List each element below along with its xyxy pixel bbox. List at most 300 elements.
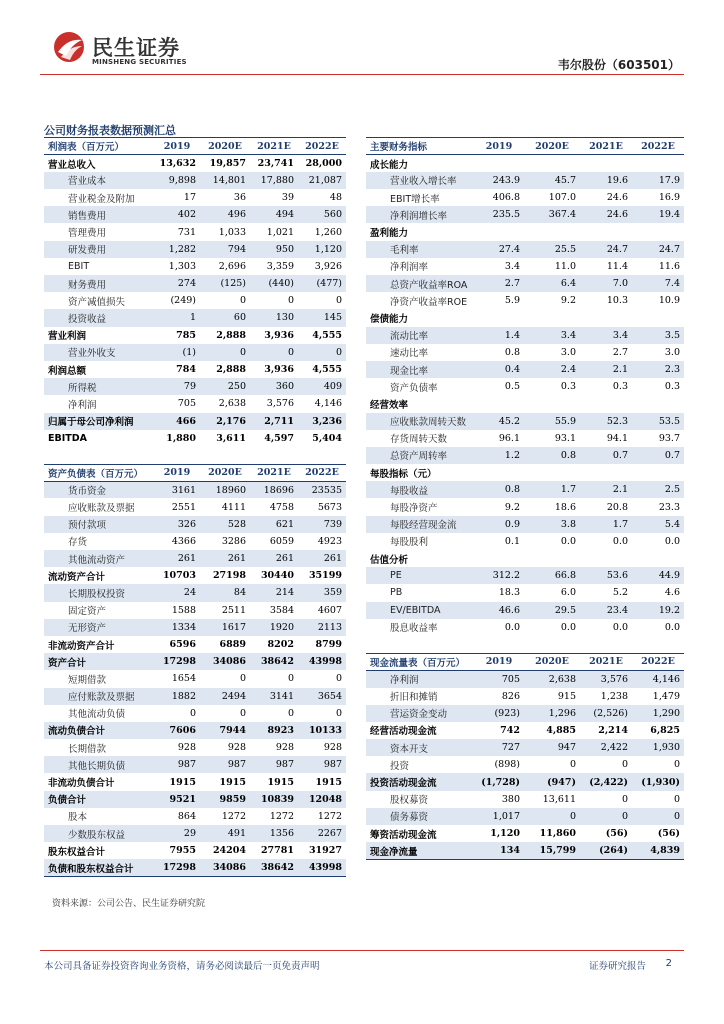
table-cell: 38642	[250, 859, 298, 876]
table-cell: 7606	[154, 722, 200, 739]
table-cell: 6596	[169, 639, 196, 651]
table-cell: 27198	[212, 570, 246, 582]
table-cell: 4,839	[632, 842, 684, 859]
table-cell: 21,087	[298, 172, 346, 189]
table-row	[44, 636, 346, 653]
table-cell: 0.3	[664, 381, 680, 393]
table-row	[44, 344, 346, 361]
header-divider	[40, 74, 684, 75]
table-row	[366, 756, 684, 773]
row-label: 预付款项	[44, 516, 154, 533]
table-cell: 0	[580, 808, 632, 825]
row-label: 每股净资产	[390, 503, 438, 515]
table-cell: 4923	[317, 535, 342, 547]
table-cell: 2021E	[580, 653, 632, 670]
table-cell: 34086	[200, 859, 250, 876]
table-row	[366, 825, 684, 842]
row-label: 投资	[390, 760, 410, 772]
table-cell: 1882	[154, 688, 200, 705]
table-cell: 742	[500, 724, 520, 736]
table-cell: 1,021	[266, 226, 294, 238]
table-cell: 274	[154, 275, 200, 292]
table-cell: 4607	[317, 604, 342, 616]
table-cell: 1,260	[314, 226, 342, 238]
table-row	[366, 550, 684, 567]
table-cell: 1915	[315, 776, 342, 788]
table-cell: (56)	[657, 828, 680, 840]
table-cell: 1,930	[632, 739, 684, 756]
table-cell: 84	[200, 584, 250, 601]
table-cell: 53.6	[580, 567, 632, 584]
table-cell	[632, 550, 684, 567]
table-row	[366, 172, 684, 189]
table-cell: (1,930)	[632, 773, 684, 790]
table-cell: 235.5	[474, 206, 524, 223]
table-cell: 2,638	[218, 398, 246, 410]
table-cell: 1915	[267, 776, 294, 788]
table-cell: 36	[233, 192, 246, 204]
table-cell: 46.6	[474, 602, 524, 619]
row-label: 流动比率	[366, 327, 474, 344]
logo-mark-icon	[52, 30, 86, 64]
table-row	[366, 413, 684, 430]
table-cell: (2,526)	[580, 705, 632, 722]
table-cell: 24.6	[606, 192, 628, 204]
table-cell: 17,880	[250, 172, 298, 189]
table-cell: 2019	[474, 653, 524, 670]
table-cell: 3.4	[504, 260, 520, 272]
source-note: 资料来源：公司公告、民生证券研究院	[52, 899, 206, 909]
table-cell: 409	[298, 378, 346, 395]
table-cell: 2267	[298, 825, 346, 842]
table-row	[366, 688, 684, 705]
row-label: 所得税	[44, 378, 154, 395]
table-row	[366, 430, 684, 447]
table-cell: (1)	[154, 344, 200, 361]
table-cell	[632, 155, 684, 172]
table-cell: 48	[329, 192, 342, 204]
table-row	[44, 722, 346, 739]
table-cell: 31927	[308, 845, 342, 857]
table-cell: 3,936	[264, 329, 294, 341]
table-cell: 1588	[171, 604, 196, 616]
row-label: 速动比率	[390, 348, 429, 360]
table-cell: 2019	[474, 138, 524, 155]
row-label: 毛利率	[366, 241, 474, 258]
table-cell: 496	[200, 206, 250, 223]
table-cell: 8202	[267, 639, 294, 651]
table-cell: 1,238	[600, 690, 628, 702]
table-cell: 29.5	[524, 602, 580, 619]
disclaimer-link[interactable]: 本公司具备证券投资咨询业务资格，请务必阅读最后一页免责声明	[44, 961, 320, 972]
logo-english-name: MINSHENG SECURITIES	[92, 58, 187, 66]
table-cell: 107.0	[548, 192, 576, 204]
row-label: 其他流动资产	[44, 550, 154, 567]
table-row	[366, 619, 684, 636]
table-cell: 9.2	[504, 501, 520, 513]
table-cell: 24.6	[580, 206, 632, 223]
row-label: 投资收益	[44, 309, 154, 326]
table-cell: 0	[287, 295, 294, 307]
table-cell: 55.9	[524, 413, 580, 430]
table-cell: 10.9	[658, 295, 680, 307]
table-cell	[524, 155, 580, 172]
table-cell: 2022E	[298, 138, 346, 155]
row-label: 股权募资	[390, 795, 429, 807]
ratio-cashflow-table	[366, 137, 684, 860]
table-cell: 23.4	[580, 602, 632, 619]
table-cell: 491	[200, 825, 250, 842]
table-cell: 0	[621, 793, 628, 805]
table-row	[44, 258, 346, 275]
row-label: 应收账款周转天数	[366, 413, 474, 430]
table-cell: 0.7	[580, 447, 632, 464]
company-title: 韦尔股份（603501）	[557, 58, 680, 72]
table-cell: 0.0	[560, 621, 576, 633]
table-cell: 1,120	[298, 241, 346, 258]
table-cell: 326	[154, 516, 200, 533]
table-cell: 11.4	[606, 260, 628, 272]
table-cell: 43998	[298, 653, 346, 670]
row-label: 营业成本	[44, 172, 154, 189]
table-cell: 4,597	[264, 432, 294, 444]
table-cell: 4111	[221, 501, 246, 513]
table-cell: 2,696	[218, 260, 246, 272]
table-row	[44, 241, 346, 258]
table-cell: 1,880	[166, 432, 196, 444]
table-row	[366, 808, 684, 825]
table-cell: 8923	[250, 722, 298, 739]
table-cell: 17	[183, 192, 196, 204]
table-cell: 2511	[221, 604, 246, 616]
table-cell: 45.7	[524, 172, 580, 189]
table-cell: 0	[239, 673, 246, 685]
table-row	[44, 430, 346, 447]
table-cell: (947)	[524, 773, 580, 790]
table-cell: 214	[250, 584, 298, 601]
row-label: 资产负债率	[390, 382, 438, 394]
table-row	[44, 378, 346, 395]
table-cell: 19.2	[632, 602, 684, 619]
table-row	[44, 808, 346, 825]
table-cell: 785	[176, 329, 196, 341]
row-label: 存货	[68, 537, 88, 549]
table-cell: 10703	[162, 570, 196, 582]
table-cell: 18.3	[498, 587, 520, 599]
table-cell: 96.1	[498, 432, 520, 444]
table-cell: 1,296	[524, 705, 580, 722]
table-row	[366, 258, 684, 275]
table-cell: 1272	[269, 810, 294, 822]
table-cell: 1617	[200, 619, 250, 636]
table-row	[366, 533, 684, 550]
table-cell: 2020E	[200, 138, 250, 155]
page-header	[0, 0, 724, 80]
row-label: 营业税金及附加	[68, 193, 135, 205]
table-row	[366, 602, 684, 619]
income-balance-table	[44, 137, 346, 877]
table-cell: 0.3	[612, 381, 628, 393]
table-cell: 27781	[260, 845, 294, 857]
table-cell: 10839	[250, 791, 298, 808]
row-label: 营业总收入	[48, 159, 96, 171]
table-cell: 7.4	[632, 275, 684, 292]
table-cell	[632, 395, 684, 412]
table-cell: (56)	[605, 828, 628, 840]
table-cell: 3286	[221, 535, 246, 547]
table-cell: 23,741	[257, 158, 294, 170]
table-cell: 13,632	[159, 158, 196, 170]
row-label: 其他长期负债	[44, 756, 154, 773]
table-cell: 826	[501, 690, 520, 702]
table-row	[44, 189, 346, 206]
table-cell: 2022E	[298, 464, 346, 481]
table-cell: 864	[177, 810, 196, 822]
table-cell: 24	[154, 584, 200, 601]
table-cell	[580, 636, 632, 653]
table-cell: 3,576	[266, 398, 294, 410]
table-cell: 3,359	[266, 260, 294, 272]
table-cell: 9521	[154, 791, 200, 808]
table-row	[366, 361, 684, 378]
table-row	[366, 516, 684, 533]
table-cell: 0.0	[612, 621, 628, 633]
table-cell: (264)	[580, 842, 632, 859]
table-row	[44, 705, 346, 722]
table-cell: 43998	[298, 859, 346, 876]
table-cell: 10133	[298, 722, 346, 739]
table-row	[44, 825, 346, 842]
table-cell: 0	[335, 707, 342, 719]
row-label	[44, 447, 154, 464]
table-cell: 93.7	[658, 432, 680, 444]
table-cell: 2,176	[200, 413, 250, 430]
row-label: 每股股利	[390, 537, 429, 549]
table-cell	[298, 447, 346, 464]
table-cell: 12048	[298, 791, 346, 808]
row-label: EV/EBITDA	[366, 602, 474, 619]
table-cell: 0	[239, 295, 246, 307]
row-label: 偿债能力	[370, 313, 409, 325]
table-cell: 402	[154, 206, 200, 223]
table-cell	[474, 636, 524, 653]
row-label: 营业收入增长率	[366, 172, 474, 189]
table-cell: 1	[154, 309, 200, 326]
table-cell	[632, 636, 684, 653]
table-cell: 928	[177, 742, 196, 754]
table-cell: 987	[298, 756, 346, 773]
table-cell: 3,926	[314, 260, 342, 272]
table-cell: 261	[154, 550, 200, 567]
table-cell: 60	[200, 309, 250, 326]
table-cell: 3,936	[264, 364, 294, 376]
table-cell: 45.2	[474, 413, 524, 430]
table-cell: 0	[250, 344, 298, 361]
row-label: 资产合计	[44, 653, 154, 670]
table-cell: (477)	[298, 275, 346, 292]
table-cell: 928	[275, 742, 294, 754]
table-cell: 7944	[200, 722, 250, 739]
logo-chinese-name: 民生证券	[92, 36, 180, 60]
table-row	[366, 705, 684, 722]
table-cell: 1334	[154, 619, 200, 636]
row-label: PE	[366, 567, 474, 584]
table-cell: 2,638	[524, 670, 580, 687]
table-cell: 2.3	[632, 361, 684, 378]
table-cell: 28,000	[305, 158, 342, 170]
page-number: 2	[665, 958, 672, 969]
row-label: 筹资活动现金流	[370, 829, 437, 841]
table-cell: 1272	[221, 810, 246, 822]
table-cell: 14,801	[200, 172, 250, 189]
table-header-row	[44, 464, 346, 481]
table-cell: 950	[250, 241, 298, 258]
table-cell: 1,017	[474, 808, 524, 825]
table-cell: 250	[200, 378, 250, 395]
table-row	[366, 223, 684, 240]
table-cell	[474, 155, 524, 172]
row-label: EBIT	[68, 260, 90, 272]
table-header-row	[366, 138, 684, 155]
table-cell: 39	[281, 192, 294, 204]
table-row	[366, 189, 684, 206]
table-cell: 0	[673, 793, 680, 805]
table-cell: 17.9	[632, 172, 684, 189]
table-row	[44, 653, 346, 670]
table-cell: 261	[250, 550, 298, 567]
table-row	[44, 516, 346, 533]
row-label: 长期股权投资	[44, 584, 154, 601]
table-cell: 4,555	[312, 329, 342, 341]
row-label: 净利润	[68, 399, 97, 411]
table-row	[366, 481, 684, 498]
table-cell	[580, 309, 632, 326]
table-cell: 2.4	[524, 361, 580, 378]
table-cell: 705	[474, 670, 524, 687]
row-label: 主要财务指标	[366, 138, 474, 155]
table-cell: 145	[298, 309, 346, 326]
table-row	[366, 722, 684, 739]
table-row	[44, 292, 346, 309]
table-cell: 1,282	[154, 241, 200, 258]
row-label: 净资产收益率ROE	[390, 296, 468, 308]
table-cell: 1915	[219, 776, 246, 788]
row-label: 股息收益率	[390, 623, 438, 635]
table-cell: 0.0	[560, 535, 576, 547]
table-row	[44, 309, 346, 326]
table-cell	[580, 464, 632, 481]
report-type-label: 证券研究报告	[588, 961, 646, 972]
table-cell: (898)	[494, 759, 520, 771]
table-cell: 0.4	[474, 361, 524, 378]
table-cell: 38642	[250, 653, 298, 670]
table-row	[44, 619, 346, 636]
table-header-row	[44, 138, 346, 155]
table-row	[366, 842, 684, 859]
table-cell: 4.6	[664, 587, 680, 599]
table-cell: 0	[524, 808, 580, 825]
table-cell: 2494	[200, 688, 250, 705]
table-row	[44, 223, 346, 240]
table-row	[366, 447, 684, 464]
table-cell	[632, 464, 684, 481]
table-cell: 466	[154, 413, 200, 430]
row-label: 营业利润	[48, 331, 87, 343]
table-cell	[524, 636, 580, 653]
row-label: 非流动负债合计	[48, 778, 115, 790]
row-label: 每股指标（元）	[370, 468, 437, 480]
row-label: 少数股东权益	[44, 825, 154, 842]
table-cell: 2022E	[632, 138, 684, 155]
table-cell: 312.2	[474, 567, 524, 584]
table-cell: 2.1	[580, 481, 632, 498]
table-cell	[524, 309, 580, 326]
table-cell: 1.4	[474, 327, 524, 344]
row-label: 现金净流量	[366, 842, 474, 859]
row-label: 销售费用	[44, 206, 154, 223]
table-cell	[474, 550, 524, 567]
table-cell: 52.3	[580, 413, 632, 430]
row-label: 现金比率	[366, 361, 474, 378]
row-label: 折旧和摊销	[390, 692, 438, 704]
table-cell: 1920	[250, 619, 298, 636]
table-row	[44, 498, 346, 515]
table-cell: 2.7	[474, 275, 524, 292]
table-cell	[580, 395, 632, 412]
table-cell: 18960	[200, 481, 250, 498]
row-label: 总资产周转率	[366, 447, 474, 464]
table-row	[366, 739, 684, 756]
table-cell: 2019	[154, 464, 200, 481]
table-row	[44, 327, 346, 344]
table-cell: 243.9	[474, 172, 524, 189]
table-cell	[250, 447, 298, 464]
table-cell: 18.6	[554, 501, 576, 513]
row-label: 资本开支	[366, 739, 474, 756]
row-label: PB	[390, 587, 403, 599]
table-cell: 560	[298, 206, 346, 223]
table-row	[44, 481, 346, 498]
table-cell: 3,236	[298, 413, 346, 430]
table-cell: 1,120	[490, 828, 520, 840]
table-cell: 928	[323, 742, 342, 754]
table-cell: 0	[287, 673, 294, 685]
table-cell: (125)	[200, 275, 250, 292]
table-cell: 261	[200, 550, 250, 567]
table-row	[366, 567, 684, 584]
table-row	[44, 739, 346, 756]
table-cell: 79	[154, 378, 200, 395]
table-cell: 1654	[171, 673, 196, 685]
table-cell: 16.9	[658, 192, 680, 204]
table-cell: 0	[335, 673, 342, 685]
table-row	[44, 842, 346, 859]
row-label: 其他流动负债	[68, 709, 126, 721]
table-row	[44, 533, 346, 550]
table-cell: 4,885	[546, 724, 576, 736]
row-label: 估值分析	[370, 554, 409, 566]
table-cell: 3.5	[632, 327, 684, 344]
table-cell: 2022E	[632, 653, 684, 670]
footer-divider	[40, 950, 684, 951]
table-row	[366, 584, 684, 601]
table-cell: 1,033	[218, 226, 246, 238]
table-cell: 4366	[171, 535, 196, 547]
table-cell	[580, 550, 632, 567]
table-cell: 94.1	[606, 432, 628, 444]
table-row	[366, 636, 684, 653]
row-label: 投资活动现金流	[366, 773, 474, 790]
